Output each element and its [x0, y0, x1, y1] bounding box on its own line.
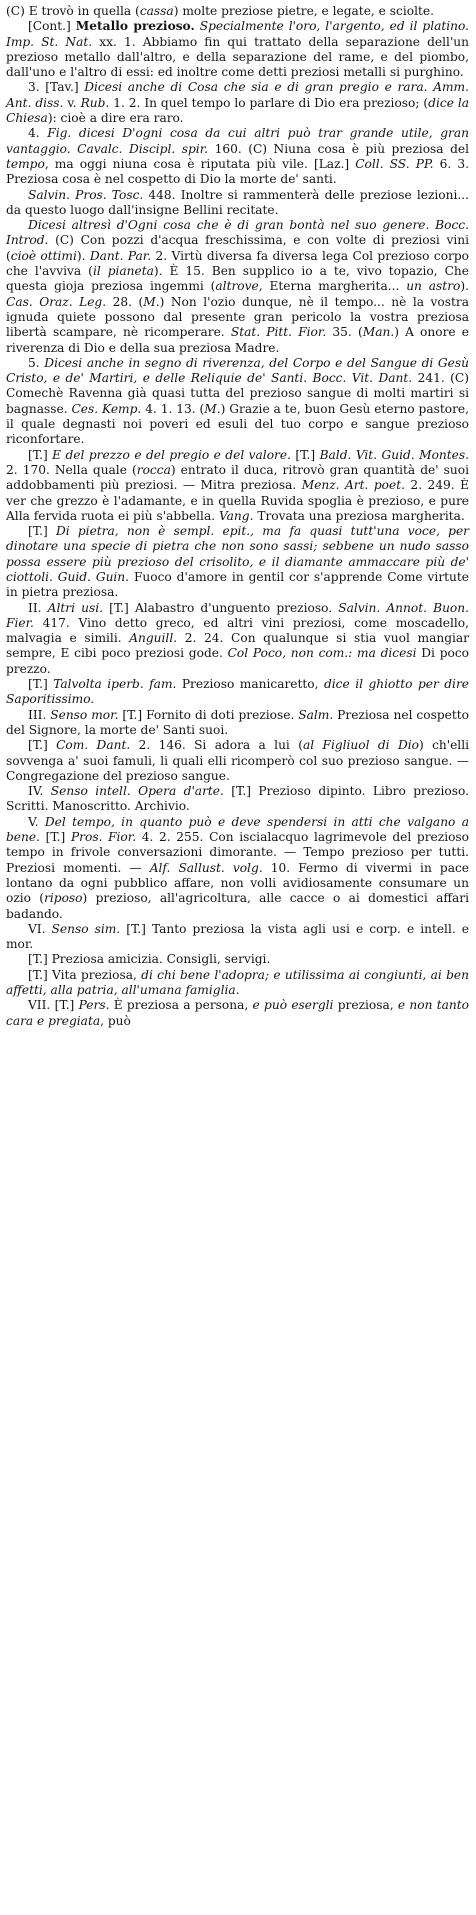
italic-run: Cas. Oraz. Leg. [6, 294, 107, 309]
text-run: [T.] [28, 738, 57, 753]
italic-run: E del prezzo e del pregio e del valore. [52, 447, 291, 462]
italic-run: Com. Dant. [56, 738, 131, 753]
italic-run: Menz. Art. poet. [301, 478, 405, 493]
text-run: 2. 249. È ver che grezzo è l'adamante, e in quella Ruvida spoglia è prezioso, e pure Alla fervida ruota ei più s'abbella. [6, 478, 469, 523]
italic-run: e non tanto cara e pregiata [6, 998, 470, 1028]
italic-run: riposo [44, 891, 83, 906]
text-run: 2. Virtù diversa fa diversa lega Col prezioso corpo che l'avviva ( [6, 248, 469, 279]
italic-run: Man. [362, 325, 395, 340]
text-run: [T.] [28, 677, 54, 692]
text-run: 160. (C) Niuna cosa è più preziosa del [208, 141, 469, 156]
italic-run: Salm. [298, 707, 334, 722]
italic-run: Rub. [80, 95, 110, 110]
text-run: Fuoco d'amore in gentil cor s'apprende Come virtute in pietra preziosa. [6, 569, 470, 600]
text-run: 417. Vino detto greco, ed altri vini preziosi, come moscadello, malvagia e simili. [6, 615, 469, 646]
entry-paragraph [6, 4, 469, 19]
italic-run: il pianeta [92, 264, 154, 279]
entry-paragraph [6, 922, 469, 953]
text-run: ) prezioso, all'agricoltura, alle cacce o ai domestici affari badando. [6, 891, 470, 921]
italic-run: Di pietra, non è sempl. epit., ma fa quasi tutt'una voce, per dinotare una specie di pietra che non sono sassi; sebbene un nudo sasso possa essere più prezioso del crisolito, e il diamante ammaccare più de' ciottoli. Guid. Guin. [6, 524, 470, 584]
entry-paragraph [6, 968, 469, 999]
italic-run: Salvin. Annot. Buon. Fier. [6, 600, 469, 630]
text-run: 28. ( [106, 294, 144, 309]
italic-run: e può esergli [252, 998, 334, 1013]
italic-run: Senso intell. Opera d'arte. [50, 784, 224, 799]
entry-paragraph [6, 448, 469, 524]
text-run: [T.] Prezioso dipinto. Libro prezioso. Scritti. Manoscritto. Archivio. [6, 784, 469, 814]
text-run: [T.] Alabastro d'unguento prezioso. [102, 600, 339, 615]
italic-run: Alf. Sallust. volg. [149, 860, 263, 875]
text-run: Trovata una preziosa margherita. [253, 508, 465, 523]
italic-run: Talvolta iperb. fam. [53, 677, 177, 692]
italic-run: di chi bene l'adopra; e utilissima ai congiunti, ai ben affetti, alla patria, all'umana famiglia. [6, 967, 469, 997]
italic-run: Ces. Kemp. [71, 401, 142, 416]
italic-run: Pers. [78, 998, 110, 1013]
entry-paragraph [6, 356, 469, 448]
text-run: 4. [28, 126, 48, 141]
text-run: È preziosa a persona, [109, 998, 253, 1013]
text-run: 6. 3. Preziosa cosa è nel cospetto di Dio la morte de' santi. [6, 156, 469, 187]
text-run: ): cioè a dire era raro. [47, 111, 184, 126]
italic-run: dice il ghiotto per dire Saporitissimo. [6, 677, 469, 707]
text-run: [T.] [28, 447, 53, 462]
italic-run: M. [204, 401, 221, 416]
italic-run: Dicesi altresì d'Ogni cosa che è di gran bontà nel suo genere. Bocc. Introd. [6, 218, 469, 248]
italic-run: tempo [6, 156, 45, 171]
text-run: VI. [28, 921, 52, 936]
text-run: Prezioso manicaretto, [176, 677, 324, 692]
text-run: ) molte preziose pietre, e legate, e sciolte. [173, 4, 434, 18]
entry-paragraph [6, 188, 469, 219]
italic-run: Dicesi anche in segno di riverenza, del Corpo e del Sangue di Gesù Cristo, e de' Martiri, e delle Reliquie de' Santi. Bocc. Vit. Dant. [6, 355, 469, 386]
italic-run: M. [143, 294, 160, 309]
text-run: 241. (C) Comechè Ravenna già quasi tutta del prezioso sangue di molti martiri si bagnasse. [6, 371, 469, 416]
text-run: III. [28, 707, 51, 722]
italic-run: rocca [136, 462, 171, 477]
entry-paragraph [6, 19, 469, 80]
entry-paragraph [6, 126, 469, 187]
text-run: [T.] Vita preziosa, [28, 967, 142, 982]
text-run: ) Grazie a te, buon Gesù eterno pastore, il quale degnasti noi poveri ed esuli del tuo corpo e sangue prezioso riconfortare. [6, 401, 469, 447]
text-run: , può [100, 1013, 131, 1028]
text-run: ). [460, 279, 469, 294]
text-run: ) entrato il duca, ritrovò gran quantità de' suoi addobbamenti più preziosi. — Mitra preziosa. [6, 462, 469, 493]
text-run: 4. 2. 255. Con iscialacquo lagrimevole del prezioso tempo in frivole conversazioni dimorante. — Tempo prezioso per tutti. Preziosi momenti. — [6, 830, 470, 875]
text-run: xx. 1. Abbiamo fin qui trattato della separazione dell'un prezioso metallo dall'altro, e della separazione del rame, e del piombo, dall'uno e l'altro di essi: ed inoltre come detti preziosi metalli si purghino. [6, 34, 469, 80]
text-run: 4. 1. 13. ( [141, 401, 205, 416]
entry-paragraph [6, 677, 469, 708]
text-run: Preziosa nel cospetto del Signore, la morte de' Santi suoi. [6, 707, 469, 737]
italic-run: cassa [139, 4, 174, 18]
text-run: ) Non l'ozio dunque, nè il tempo... nè la vostra ignuda quiete possono dal presente gran pericolo la vostra preziosa libertà scampare, nè ricomperare. [6, 294, 470, 340]
text-run: ). [76, 248, 90, 263]
text-run: preziosa, [333, 998, 398, 1013]
text-run: IV. [28, 784, 51, 799]
text-run: II. [28, 600, 48, 615]
italic-run: Col Poco, non com.: ma dicesi [227, 646, 417, 661]
italic-run: Senso mor. [50, 707, 119, 722]
entry-paragraph [6, 738, 469, 784]
text-run: [Cont.] [28, 19, 76, 34]
italic-run: Vang. [218, 508, 254, 523]
entry-paragraph [6, 998, 469, 1029]
entry-paragraph [6, 952, 469, 967]
entry-paragraph [6, 815, 469, 922]
italic-run: Coll. SS. PP. [355, 156, 434, 171]
text-run: 2. 24. Con qualunque si stia vuol mangiar sempre, E cibi poco preziosi gode. [6, 631, 469, 661]
text-run: 2. 170. Nella quale ( [6, 462, 137, 477]
italic-run: cioè ottimi [10, 248, 77, 263]
italic-run: Stat. Pitt. Fior. [230, 325, 327, 340]
text-run: , ma oggi niuna cosa è riputata più vile. [Laz.] [44, 156, 356, 171]
entry-paragraph [6, 218, 469, 356]
text-run: 3. [Tav.] [28, 80, 85, 95]
italic-run: Specialmente l'oro, l'argento, ed il platino. Imp. St. Nat. [6, 19, 469, 49]
text-run: (C) E trovò in quella ( [6, 4, 140, 18]
entry-paragraph [6, 80, 469, 126]
text-run: V. [28, 814, 45, 829]
text-run: 35. ( [326, 325, 363, 340]
text-run: ) ch'elli sovvenga a' suoi famuli, li quali elli ricomperò col suo prezioso sangue. — Congregazione del prezioso sangue. [6, 738, 470, 783]
italic-run: Fig. dicesi D'ogni cosa da cui altri può trar grande utile, gran vantaggio. Cavalc. Discipl. spir. [6, 126, 469, 156]
text-run: ). È 15. Ben supplico io a te, vivo topazio, Che questa gioja preziosa ingemmi ( [6, 264, 469, 294]
text-run: ) A onore e riverenza di Dio e della sua preziosa Madre. [6, 325, 469, 355]
text-run: 5. [28, 355, 45, 370]
text-run: [T.] [39, 830, 71, 845]
italic-run: Salvin. Pros. Tosc. [28, 187, 144, 202]
italic-run: Dicesi anche di Cosa che sia e di gran pregio e rara. Amm. Ant. diss. [6, 80, 469, 110]
italic-run: al Figliuol di Dio [302, 738, 419, 753]
text-run: VII. [T.] [28, 998, 79, 1013]
entry-paragraph [6, 524, 469, 600]
entry-paragraph [6, 784, 469, 815]
text-run: [T.] Preziosa amicizia. Consigli, servigi. [28, 952, 271, 967]
italic-run: Altri usi. [47, 600, 103, 615]
italic-run: altrove [215, 279, 259, 294]
text-run: , Eterna margherita... [258, 279, 407, 294]
text-run: [T.] Tanto preziosa la vista agli usi e corp. e intell. e mor. [6, 921, 469, 952]
text-run: (C) Con pozzi d'acqua freschissima, e con volte di preziosi vini ( [6, 233, 469, 263]
text-run: 1. 2. In quel tempo lo parlare di Dio era prezioso; ( [109, 95, 429, 110]
italic-run: un astro [406, 279, 461, 294]
entry-paragraph [6, 708, 469, 739]
italic-run: Pros. Fior. [70, 830, 137, 845]
text-run: Di poco prezzo. [6, 646, 469, 676]
text-run: [T.] [28, 524, 56, 539]
italic-run: Anguill. [129, 631, 178, 646]
italic-run: Dant. Par. [89, 248, 152, 263]
italic-run: Bald. Vit. Guid. Montes. [319, 447, 470, 462]
headword-run: Metallo prezioso. [75, 19, 195, 34]
entry-paragraph [6, 601, 469, 677]
text-run: [T.] Fornito di doti preziose. [118, 707, 299, 722]
italic-run: dice la Chiesa [6, 95, 469, 126]
text-run: 2. 146. Si adora a lui ( [130, 738, 303, 753]
italic-run: Del tempo, in quanto può e deve spendersi in atti che valgano a bene. [6, 814, 470, 845]
text-run: v. [63, 95, 81, 110]
text-run: [T.] [290, 447, 320, 462]
text-run: 10. Fermo di vivermi in pace lontano da ogni pubblico affare, non volli avidiosamente consumare un ozio ( [6, 860, 469, 906]
text-run: 448. Inoltre si rammenterà delle preziose lezioni... da questo luogo dall'insigne Bellini recitate. [6, 187, 469, 217]
italic-run: Senso sim. [51, 921, 121, 936]
